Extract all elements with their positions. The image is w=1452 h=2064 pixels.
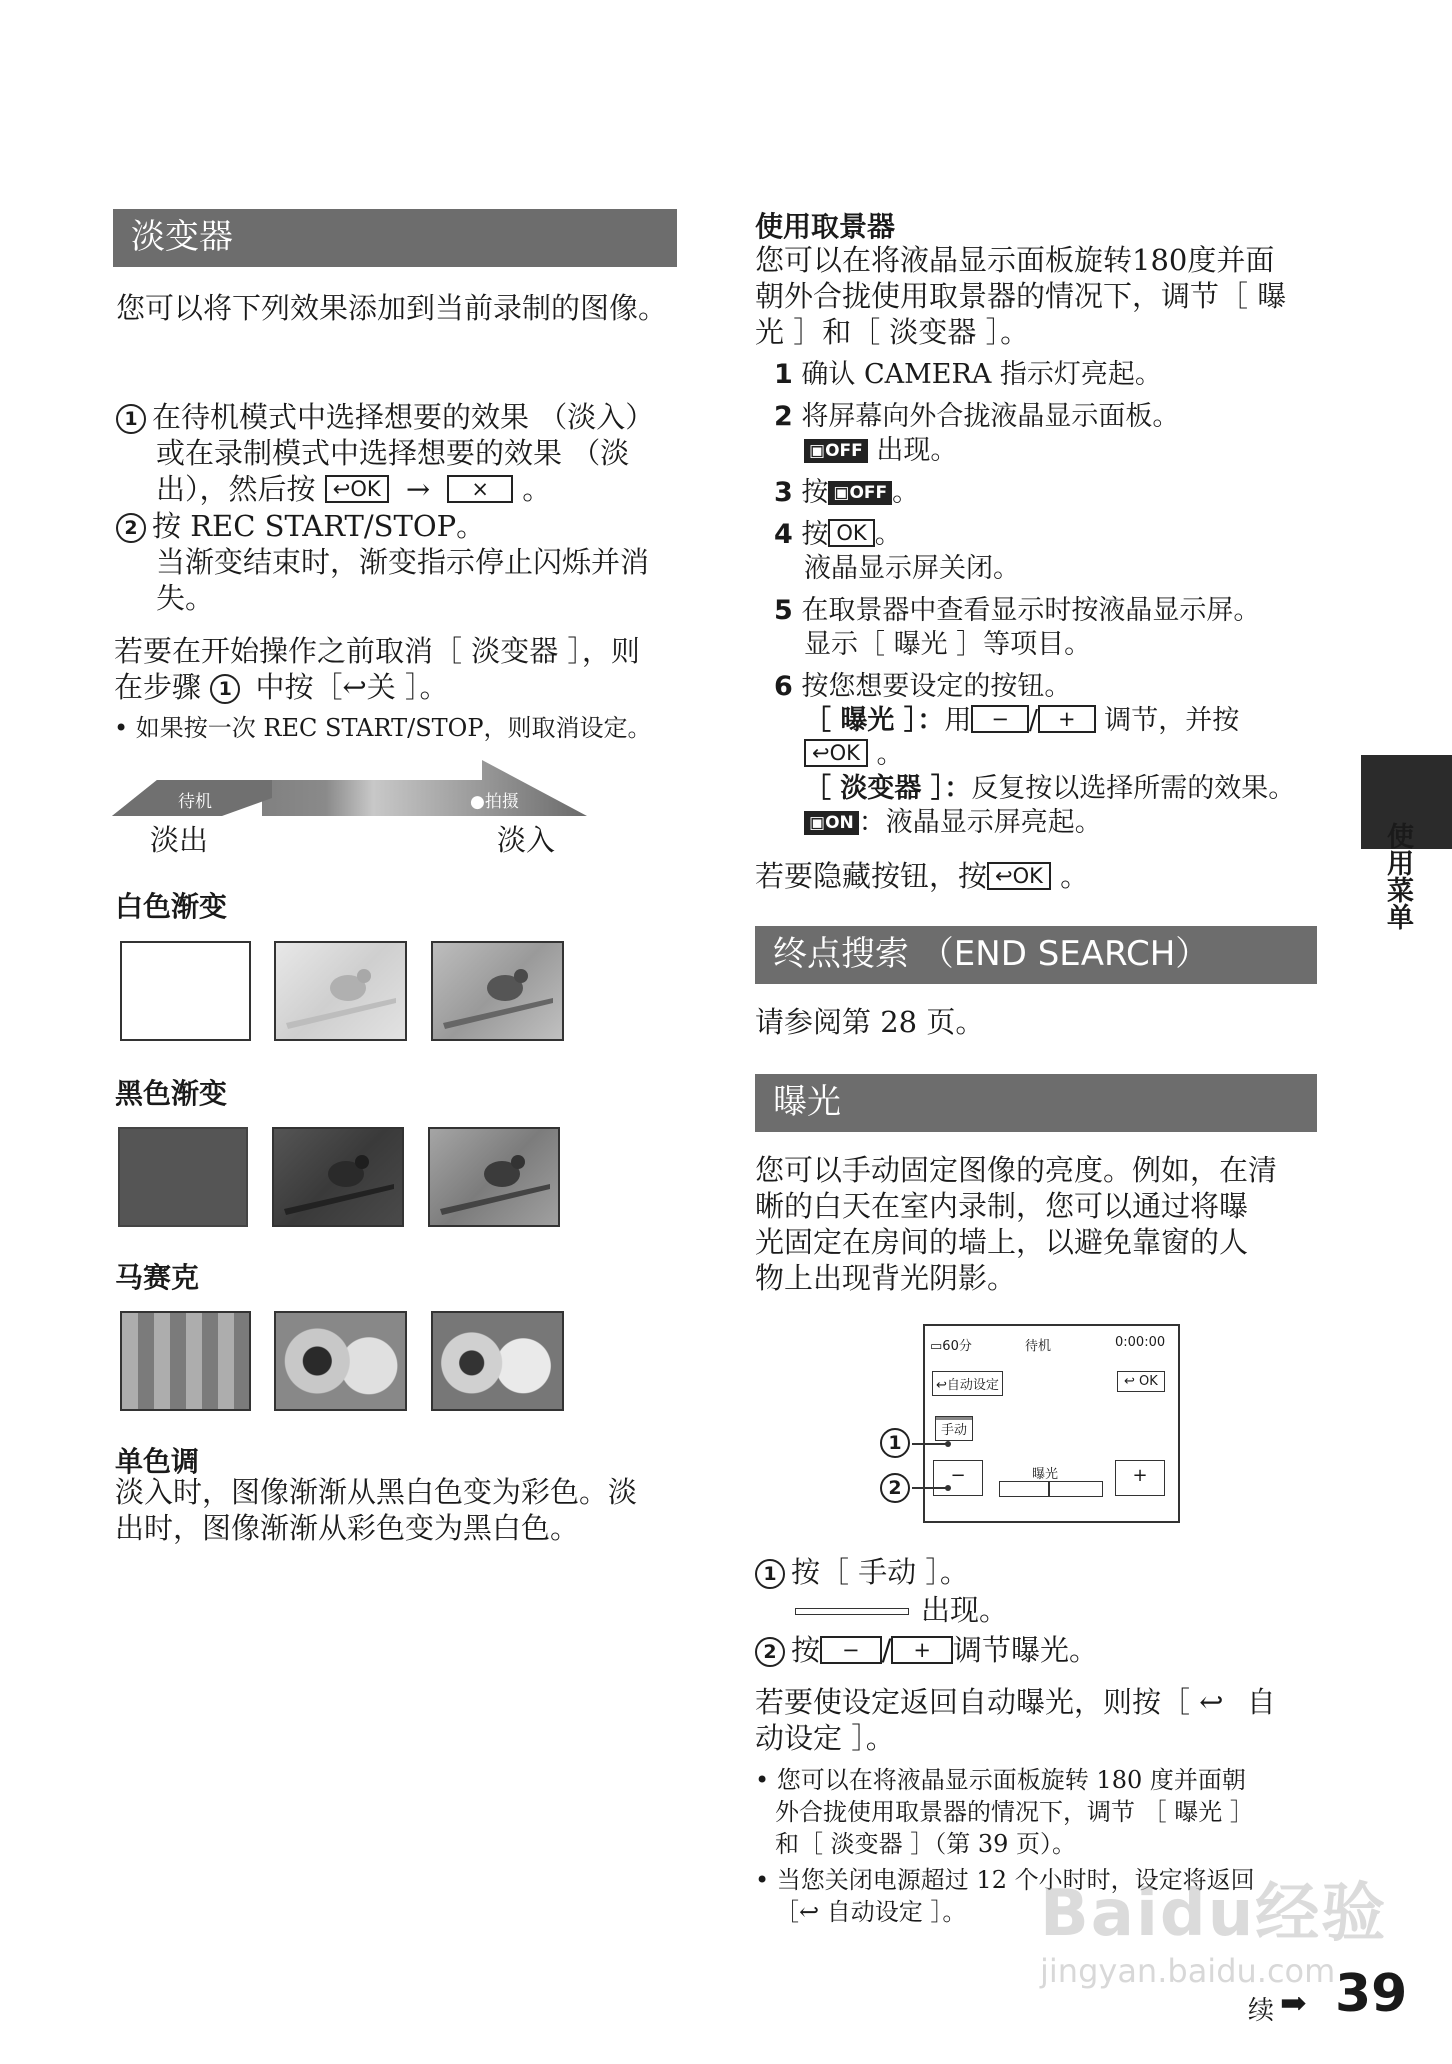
step-1-ref-marker: 1 — [210, 674, 240, 704]
diagram-standby-label: 待机 — [178, 792, 212, 812]
watermark-brand: Baidu经验 — [1040, 1877, 1388, 1951]
exposure-slider[interactable] — [999, 1481, 1103, 1497]
bird-icon — [433, 943, 562, 1039]
lcd-off-button[interactable]: ▣OFF — [828, 481, 892, 505]
bird-icon — [276, 943, 405, 1039]
screen-ok-button[interactable]: ↩ OK — [1117, 1371, 1165, 1392]
exposure-step-2: 2 按 − / + 调节曝光。 — [755, 1632, 1315, 1668]
lcd-on-button[interactable]: ▣ON — [804, 811, 859, 835]
fade-in-label: 淡入 — [497, 823, 556, 857]
continued-arrow-icon: ➡ — [1280, 1984, 1307, 2022]
diagram-record-label: ●拍摄 — [470, 792, 519, 812]
camera-screen — [923, 1324, 1180, 1523]
white-fade-image-2 — [274, 941, 407, 1041]
return-ok-button[interactable]: ↩OK — [804, 739, 868, 767]
white-fade-image-1 — [120, 941, 251, 1041]
auto-setting-button[interactable]: ↩自动设定 — [932, 1371, 1003, 1396]
fader-cancel-note: • 如果按一次 REC START/STOP，则取消设定。 — [114, 714, 652, 742]
lcd-off-icon: ▣OFF — [804, 439, 868, 463]
exposure-description: 您可以手动固定图像的亮度。例如，在清 晰的白天在室内录制，您可以通过将曝 光固定在房间的墙上，以避免靠窗的人 物上出现背光阴影。 — [755, 1153, 1278, 1295]
black-fade-image-2 — [272, 1127, 404, 1227]
standby-status: 待机 — [1025, 1339, 1052, 1354]
auto-return-text: 若要使设定返回自动曝光，则按［ ↩ 自 动设定 ］。 — [755, 1685, 1276, 1755]
exposure-note-1: • 您可以在将液晶显示面板旋转 180 度并面朝 外合拢使用取景器的情况下，调节 ［ 曝光 ］ 和［ 淡变器 ］（第 39 页）。 — [755, 1766, 1254, 1858]
return-ok-button[interactable]: ↩OK — [325, 475, 389, 503]
fader-header-text: 淡变器 — [131, 217, 233, 257]
exposure-note-2: • 当您关闭电源超过 12 个小时时，设定将返回 ［↩ 自动设定 ］。 — [755, 1866, 1255, 1926]
watermark-url: jingyan.baidu.com — [1040, 1952, 1336, 1990]
vf-step-4: 4 按 OK 。 — [774, 519, 902, 550]
vf-step-6: 6 按您想要设定的按钮。 — [774, 671, 1072, 702]
viewfinder-description: 您可以在将液晶显示面板旋转180度并面 朝外合拢使用取景器的情况下，调节［ 曝 光 ］和［ 淡变器 ］。 — [755, 243, 1287, 349]
mosaic-image-3 — [431, 1311, 564, 1411]
fader-step-1: 1 在待机模式中选择想要的效果 （淡入） 或在录制模式中选择想要的效果 （淡 出），然后按 ↩OK → × 。 — [116, 399, 686, 507]
fader-section-header — [113, 209, 677, 267]
fade-out-label: 淡出 — [150, 823, 209, 857]
exposure-step-1-sub: 出现。 — [795, 1592, 1008, 1628]
step-2-marker: 2 — [116, 513, 146, 543]
bird-icon — [430, 1129, 558, 1225]
minus-button[interactable]: − — [820, 1636, 882, 1664]
exposure-step-1: 1 按［ 手动 ］。 — [755, 1554, 1315, 1590]
plus-button[interactable]: + — [891, 1636, 953, 1664]
callout-1: 1 — [880, 1428, 916, 1458]
return-icon: ↩ — [342, 670, 367, 704]
ok-button[interactable]: OK — [828, 519, 874, 547]
end-search-text: 请参阅第 28 页。 — [755, 1005, 985, 1039]
step-1-marker: 1 — [116, 404, 146, 434]
monotone-description: 淡入时，图像渐渐从黑白色变为彩色。淡 出时，图像渐渐从彩色变为黑白色。 — [115, 1475, 638, 1545]
mosaic-image-1 — [120, 1311, 251, 1411]
time-counter: 0:00:00 — [1115, 1335, 1166, 1350]
battery-indicator: ▭60分 — [930, 1339, 972, 1354]
page-number: 39 — [1335, 1964, 1408, 2024]
exposure-slider-handle[interactable] — [1048, 1482, 1050, 1496]
end-search-header: 终点搜索 （END SEARCH） — [755, 926, 1317, 984]
hide-buttons-text: 若要隐藏按钮，按 ↩OK 。 — [755, 859, 1090, 893]
bird-icon — [274, 1129, 402, 1225]
black-fade-image-3 — [428, 1127, 560, 1227]
black-fade-label: 黑色渐变 — [115, 1077, 228, 1110]
mosaic-image-2 — [274, 1311, 407, 1411]
white-fade-image-3 — [431, 941, 564, 1041]
return-icon: ↩ — [799, 1898, 820, 1926]
monotone-label: 单色调 — [115, 1445, 200, 1478]
black-fade-image-1 — [118, 1127, 248, 1227]
white-fade-label: 白色渐变 — [115, 890, 228, 923]
viewfinder-steps: 1 确认 CAMERA 指示灯亮起。 2 将屏幕向外合拢液晶显示面板。 ▣OFF 出现。 3 按 ▣OFF 。 4 按 OK 。 液晶显示屏关闭。 5 在取景器中查看显示时按液晶显示屏。 显示［ 曝光 ］等项目。 6 按您想要设定的按钮。 ［ 曝光 ］：用 − / + 调节，并按 ↩OK 。 ［ 淡变器 ］：反复按以选择所需的效果。 ▣ON ：液晶显示屏亮起。 — [774, 358, 1334, 840]
exposure-header: 曝光 — [755, 1074, 1317, 1132]
vf-step-2: 2 将屏幕向外合拢液晶显示面板。 — [774, 401, 1180, 432]
fader-intro: 您可以将下列效果添加到当前录制的图像。 — [116, 291, 668, 325]
vf-step-3: 3 按 ▣OFF 。 — [774, 477, 920, 508]
fader-cancel: 若要在开始操作之前取消［ 淡变器 ］，则 在步骤 1 中按［↩关 ］。 — [114, 634, 640, 704]
vf-step-1: 1 确认 CAMERA 指示灯亮起。 — [774, 359, 1162, 390]
slider-icon — [795, 1608, 909, 1615]
exposure-label: 曝光 — [1032, 1467, 1059, 1482]
side-tab-label: 使用菜单 — [1382, 822, 1413, 930]
vf-step-5: 5 在取景器中查看显示时按液晶显示屏。 — [774, 595, 1261, 626]
return-ok-button[interactable]: ↩OK — [987, 862, 1051, 890]
continued-label: 续 — [1248, 1996, 1275, 2026]
fader-step-2: 2 按 REC START/STOP。 当渐变结束时，渐变指示停止闪烁并消 失。 — [116, 508, 686, 616]
viewfinder-title: 使用取景器 — [755, 210, 896, 243]
close-x-button[interactable]: × — [447, 475, 513, 503]
return-icon: ↩ — [1199, 1685, 1224, 1719]
battery-icon: ▭ — [930, 1339, 943, 1354]
manual-button[interactable]: 手动 — [935, 1416, 973, 1441]
mosaic-label: 马赛克 — [115, 1261, 200, 1294]
minus-button[interactable]: − — [971, 705, 1029, 733]
callout-lines — [912, 1438, 952, 1498]
screen-minus-button[interactable]: − — [933, 1460, 983, 1496]
plus-button[interactable]: + — [1038, 705, 1096, 733]
callout-2: 2 — [880, 1473, 916, 1503]
screen-plus-button[interactable]: + — [1115, 1460, 1165, 1496]
